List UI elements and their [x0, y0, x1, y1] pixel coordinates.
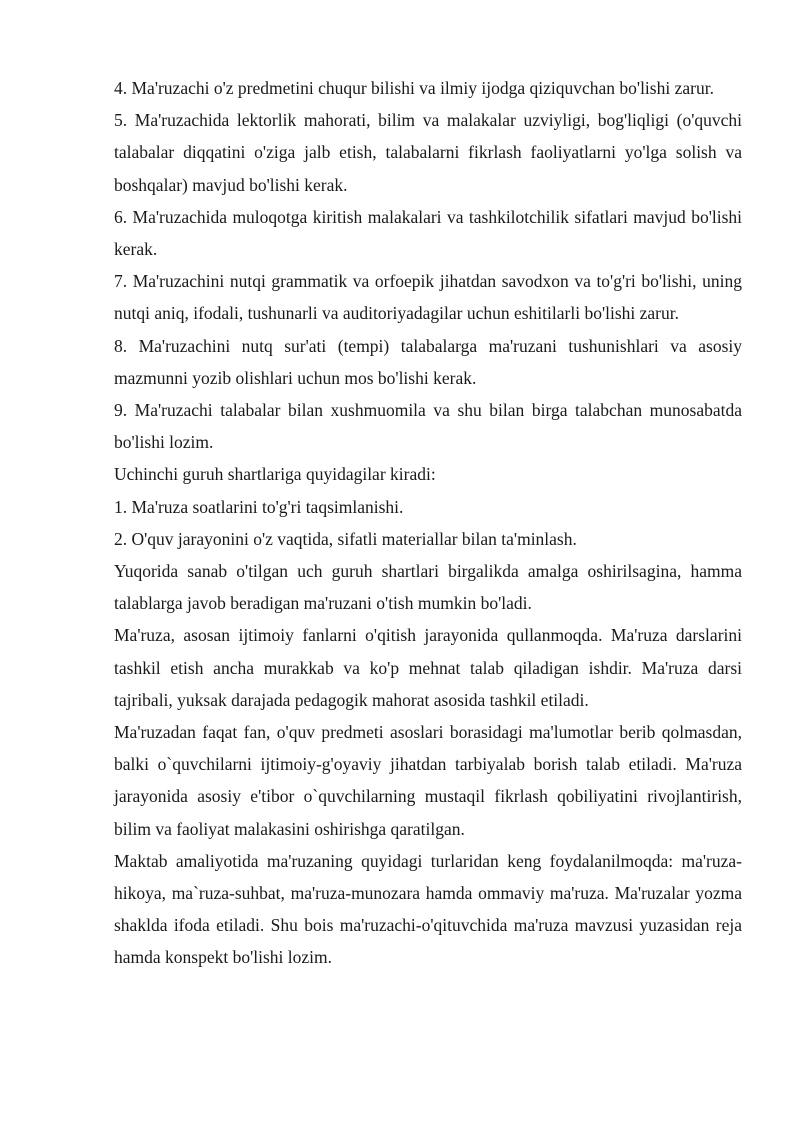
paragraph-item-8: 8. Ma'ruzachini nutq sur'ati (tempi) talabalarga ma'ruzani tushunishlari va asosiy mazmunni yozib olishlari uchun mos bo'lishi kerak. [114, 335, 742, 388]
third-group-item-2: 2. O'quv jarayonini o'z vaqtida, sifatli materiallar bilan ta'minlash. [114, 528, 577, 549]
paragraph-item-5: 5. Ma'ruzachida lektorlik mahorati, bilim va malakalar uzviyligi, bog'liqligi (o'quvchi talabalar diqqatini o'ziga jalb etish, talabalarni fikrlash faoliyatlarni yo'lga solish va boshqalar) mavjud bo'lishi kerak. [114, 110, 742, 195]
summary-paragraph: Yuqorida sanab o'tilgan uch guruh shartlari birgalikda amalga oshirilsagina, hamma talablarga javob beradigan ma'ruzani o'tish mumkin bo'ladi. [114, 561, 742, 614]
lecture-goals-paragraph: Ma'ruzadan faqat fan, o'quv predmeti asoslari borasidagi ma'lumotlar berib qolmasdan, balki o`quvchilarni ijtimoiy-g'oyaviy jihatdan tarbiyalab borish talab etiladi. Ma'ruza jarayonida asosiy e'tibor o`quvchilarning mustaqil fikrlash qobiliyatini rivojlantirish, bilim va faoliyat malakasini oshirishga qaratilgan. [114, 722, 742, 839]
third-group-heading: Uchinchi guruh shartlariga quyidagilar kiradi: [114, 464, 436, 485]
paragraph-item-7: 7. Ma'ruzachini nutqi grammatik va orfoepik jihatdan savodxon va to'g'ri bo'lishi, uning nutqi aniq, ifodali, tushunarli va auditoriyadagilar uchun eshitilarli bo'lishi zarur. [114, 271, 742, 324]
paragraph-item-6: 6. Ma'ruzachida muloqotga kiritish malakalari va tashkilotchilik sifatlari mavjud bo'lishi kerak. [114, 206, 742, 260]
paragraph-item-4: 4. Ma'ruzachi o'z predmetini chuqur bilishi va ilmiy ijodga qiziquvchan bo'lishi zarur. [114, 78, 714, 98]
lecture-types-paragraph: Maktab amaliyotida ma'ruzaning quyidagi turlaridan keng foydalanilmoqda: ma'ruza-hikoya, ma`ruza-suhbat, ma'ruza-munozara hamda ommaviy ma'ruza. Ma'ruzalar yozma shaklda ifoda etiladi. Shu bois ma'ruzachi-o'qituvchida ma'ruza mavzusi yuzasidan reja hamda konspekt bo'lishi lozim. [114, 850, 742, 968]
paragraph-item-9: 9. Ma'ruzachi talabalar bilan xushmuomila va shu bilan birga talabchan munosabatda bo'lishi lozim. [114, 400, 742, 453]
document-body [114, 72, 742, 974]
third-group-item-1: 1. Ma'ruza soatlarini to'g'ri taqsimlanishi. [114, 496, 404, 517]
lecture-overview-paragraph: Ma'ruza, asosan ijtimoiy fanlarni o'qitish jarayonida qullanmoqda. Ma'ruza darslarini tashkil etish ancha murakkab va ko'p mehnat talab qiladigan ishdir. Ma'ruza darsi tajribali, yuksak darajada pedagogik mahorat asosida tashkil etiladi. [114, 625, 742, 710]
